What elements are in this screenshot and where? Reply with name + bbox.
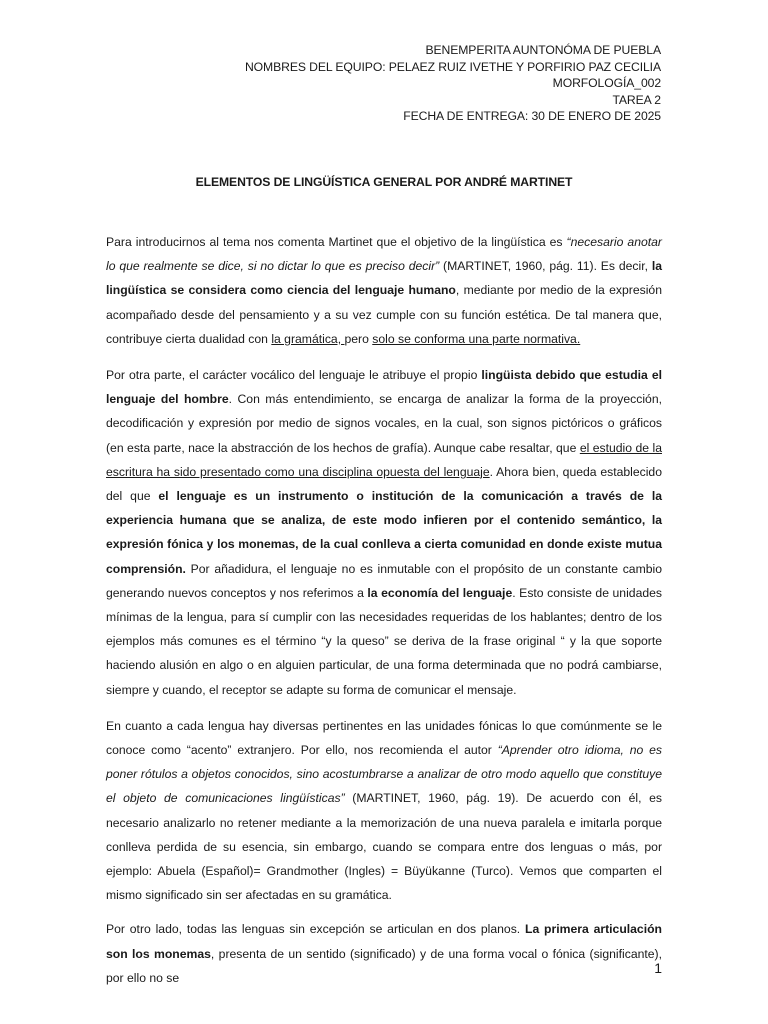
text-run: , mediante por medio de la expresión acompañado desde del pensamiento y a su vez cumple con su función estética. De tal manera que, contribuye cierta dualidad con bbox=[106, 283, 662, 346]
header-team-names: NOMBRES DEL EQUIPO: PELAEZ RUIZ IVETHE Y PORFIRIO PAZ CECILIA bbox=[244, 59, 661, 74]
bold-run: la lingüística se considera como ciencia del lenguaje humano bbox=[106, 259, 662, 298]
header-university: BENEMPERITA AUNTONÓMA DE PUEBLA bbox=[425, 43, 661, 57]
paragraph-1 bbox=[106, 230, 662, 351]
document-body bbox=[106, 230, 662, 1002]
text-run: (MARTINET, 1960, pág. 19). De acuerdo con él, es necesario analizarlo no retener mediante a la memorización de una nueva paralela e imitarla porque conlleva perdida de su esencia, sin embargo, cuando se compara entre dos lenguas o más, por ejemplo: Abuela (Español)= Grandmother (Ingles) = Büyükanne (Turco). Vemos que comparten el mismo significado sin ser afectadas en su gramática. bbox=[106, 791, 662, 903]
page-number: 1 bbox=[654, 960, 662, 976]
text-run: Por otro lado, todas las lenguas sin excepción se articulan en dos planos. bbox=[106, 922, 526, 937]
bold-run: la economía del lenguaje bbox=[367, 585, 513, 600]
quote-run: “Aprender otro idioma, no es poner rótulos a objetos conocidos, sino acostumbrarse a analizar de otro modo aquello que constituye el objeto de comunicaciones lingüísticas” bbox=[106, 743, 662, 806]
paragraph-2 bbox=[106, 363, 662, 702]
bold-run: lingüista debido que estudia el lenguaje del hombre bbox=[106, 368, 662, 407]
text-run: Por añadidura, el lenguaje no es inmutable con el propósito de un constante cambio generando nuevos conceptos y nos referimos a bbox=[106, 561, 662, 600]
text-run: , presenta de un sentido (significado) y de una forma vocal o fónica (significante), por ello no se bbox=[106, 946, 662, 985]
paragraph-3 bbox=[106, 714, 662, 908]
bold-run: el lenguaje es un instrumento o institución de la comunicación a través de la experiencia humana que se analiza, de este modo infieren por el contenido semántico, la expresión fónica y los monemas, de la cual conlleva a cierta comunidad en donde existe mutua comprensión. bbox=[106, 489, 663, 576]
header-due-date: FECHA DE ENTREGA: 30 DE ENERO DE 2025 bbox=[403, 109, 661, 124]
underline-run: el estudio de la escritura ha sido presentado como una disciplina opuesta del lenguaje bbox=[106, 440, 662, 479]
bold-run: La primera articulación son los monemas bbox=[106, 922, 662, 961]
header-course: MORFOLOGÍA_002 bbox=[552, 76, 661, 91]
text-run: Para introducirnos al tema nos comenta Martinet que el objetivo de la lingüística es bbox=[106, 235, 567, 249]
text-run: Por otra parte, el carácter vocálico del lenguaje le atribuye el propio bbox=[106, 368, 482, 383]
text-run: . Con más entendimiento, se encarga de analizar la forma de la proyección, decodificación y expresión por medio de signos vocales, en la cual, son signos pictóricos o gráficos (en esta parte, nace la abstracción de los hechos de grafía). Aunque cabe resaltar, que bbox=[106, 392, 662, 455]
document-title: ELEMENTOS DE LINGÜÍSTICA GENERAL POR ANDRÉ MARTINET bbox=[195, 175, 573, 189]
quote-run: “necesario anotar lo que realmente se dice, si no dictar lo que es preciso decir” bbox=[106, 235, 662, 274]
underline-run: la gramática, bbox=[271, 331, 345, 346]
text-run: pero bbox=[344, 331, 373, 346]
text-run: En cuanto a cada lengua hay diversas pertinentes en las unidades fónicas lo que comúnmente se le conoce como “acento” extranjero. Por ello, nos recomienda el autor bbox=[106, 718, 662, 758]
text-run: (MARTINET, 1960, pág. 11). Es decir, bbox=[439, 259, 652, 274]
document-header bbox=[245, 42, 661, 125]
underline-run: solo se conforma una parte normativa. bbox=[372, 331, 581, 346]
paragraph-4 bbox=[106, 917, 662, 990]
text-run: . Ahora bien, queda establecido del que bbox=[106, 464, 662, 504]
text-run: . Esto consiste de unidades mínimas de la lengua, para sí cumplir con las necesidades requeridas de los hablantes; dentro de los ejemplos más comunes es el término “y la queso” se deriva de la frase original “ y la que soporte haciendo alusión en algo o en alguien particular, de una forma determinada que no podrá cambiarse, siempre y cuando, el receptor se adapte su forma de comunicar el mensaje. bbox=[106, 585, 663, 697]
header-assignment: TAREA 2 bbox=[612, 92, 661, 107]
